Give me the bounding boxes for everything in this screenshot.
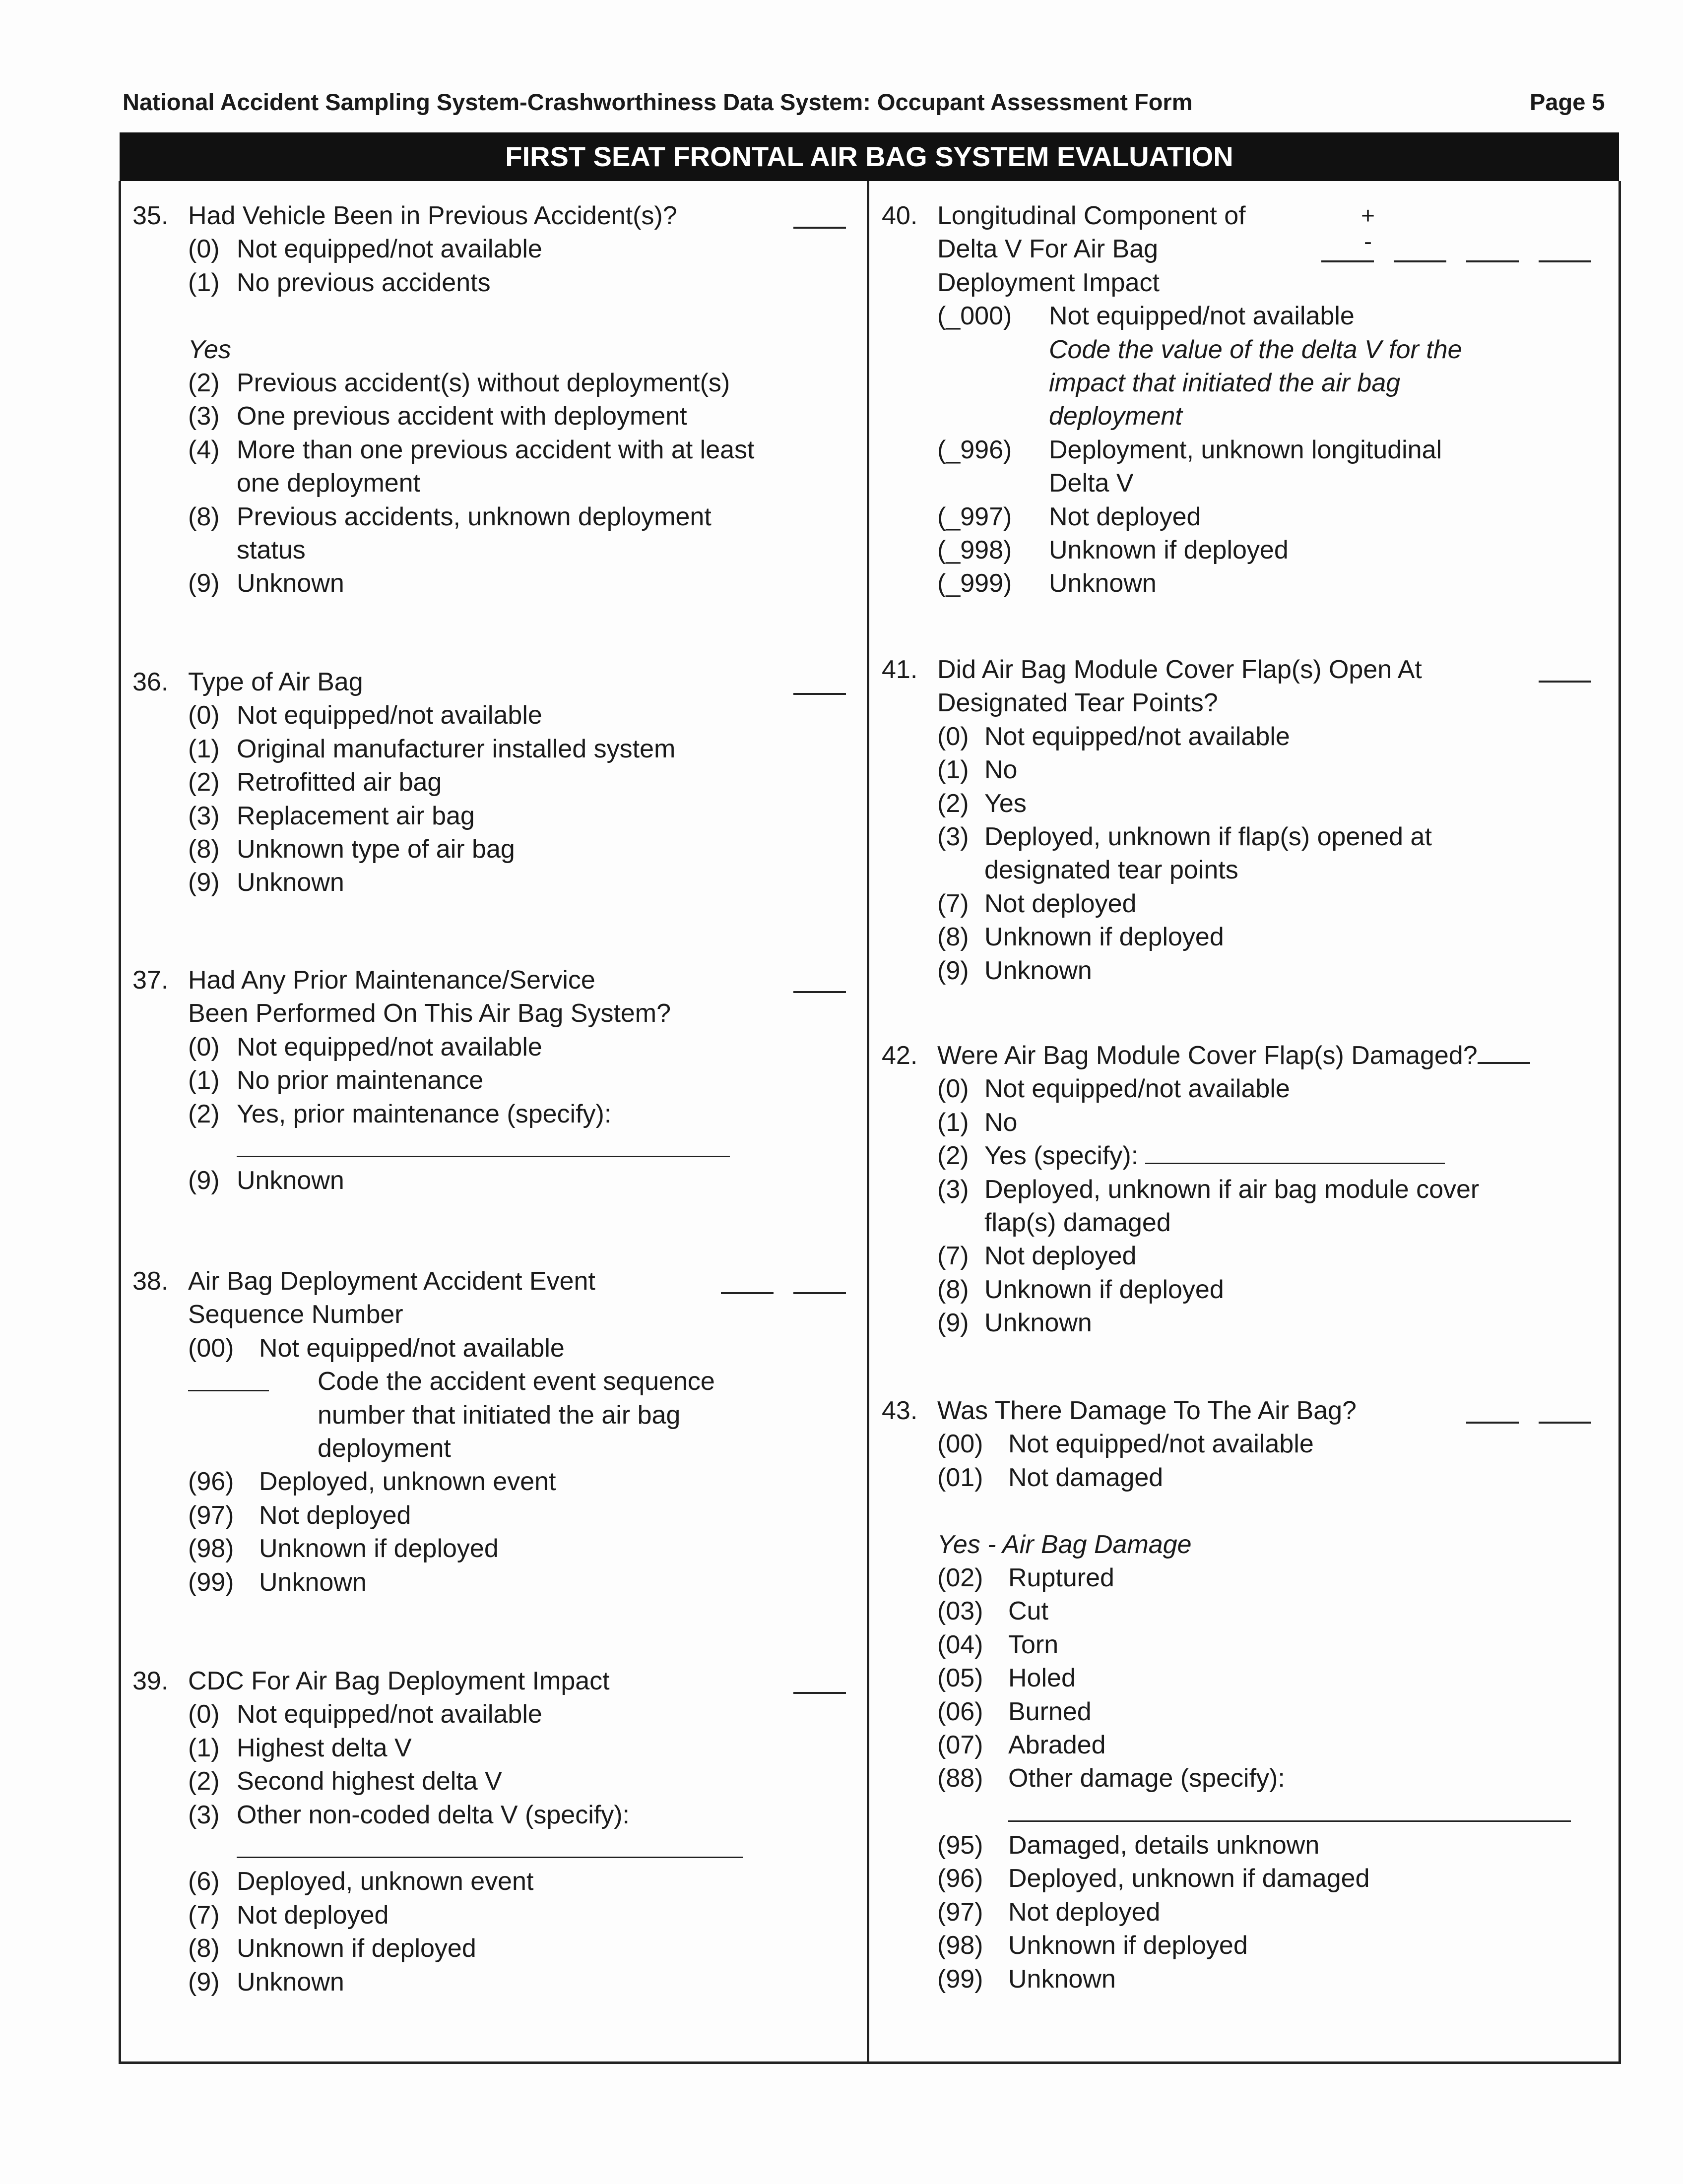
option-code: (02) [937,1563,983,1592]
option-code: (1) [188,1066,220,1095]
specify-field[interactable] [237,1857,743,1858]
question-42 [882,1039,1591,1340]
option-text: Deployed, unknown if air bag module cover [984,1175,1480,1204]
option-text: Not deployed [984,889,1137,918]
instruction-text: deployment [318,1434,451,1463]
option-text: Unknown [1049,569,1157,598]
option-code: (98) [188,1534,234,1563]
option-text: Highest delta V [237,1733,412,1762]
option-text: Not equipped/not available [1008,1430,1314,1459]
question-content [188,1665,846,1999]
option-line[interactable] [937,1662,1591,1695]
option-text: Unknown [237,1166,344,1195]
question-36 [132,666,846,900]
question-number: 35. [132,201,169,230]
option-code: (0) [188,701,220,730]
option-text: Other non-coded delta V (specify): [237,1800,630,1829]
question-title-line [937,233,1591,266]
option-line[interactable] [188,1499,846,1532]
option-code: (06) [937,1697,983,1726]
option-line [188,1131,846,1164]
option-code: (6) [188,1867,220,1896]
question-title-line [937,1039,1591,1072]
minus-sign[interactable]: - [1364,229,1372,255]
section-banner: FIRST SEAT FRONTAL AIR BAG SYSTEM EVALUATION [120,132,1619,181]
question-title: Sequence Number [188,1300,403,1329]
option-text: Unknown [984,1309,1092,1338]
option-text: Holed [1008,1664,1076,1693]
option-code: (96) [937,1864,983,1893]
question-title: Had Any Prior Maintenance/Service [188,966,595,995]
option-line[interactable] [188,833,846,866]
option-line[interactable] [188,1064,846,1097]
option-line[interactable] [937,1762,1591,1795]
option-text: Not equipped/not available [237,701,542,730]
page-number: Page 5 [1530,89,1605,115]
option-text: Unknown [984,956,1092,985]
question-title-line [937,199,1591,233]
option-text: Not equipped/not available [259,1333,565,1363]
option-code: (_997) [937,502,1012,531]
option-text: More than one previous accident with at least [237,435,755,464]
option-text: No prior maintenance [237,1066,484,1095]
option-code: (3) [937,822,969,851]
option-text-continued: designated tear points [984,856,1238,885]
option-text: Unknown if deployed [984,1275,1224,1304]
question-title-line [188,1665,846,1698]
event-number-blank[interactable] [188,1390,269,1391]
question-title: Did Air Bag Module Cover Flap(s) Open At [937,655,1422,684]
question-title: Air Bag Deployment Accident Event [188,1267,595,1296]
option-line[interactable] [937,1173,1591,1206]
option-line [188,300,846,333]
option-text: Deployed, unknown event [259,1467,556,1497]
option-code: (9) [937,956,969,985]
specify-field[interactable] [237,1156,730,1157]
option-code: (_000) [937,302,1012,331]
option-line[interactable] [188,1698,846,1731]
question-title: CDC For Air Bag Deployment Impact [188,1667,610,1695]
option-text-continued: deployment [1049,402,1182,431]
option-line [188,333,846,367]
question-41 [882,653,1591,988]
question-number: 38. [132,1267,169,1296]
option-text: Torn [1008,1630,1059,1659]
question-title-line [937,1394,1591,1428]
option-code: (8) [937,1275,969,1304]
option-text-continued: one deployment [237,469,421,498]
option-text: Not deployed [259,1500,411,1530]
option-text: Not deployed [237,1900,389,1930]
instruction-text: number that initiated the air bag [318,1400,681,1430]
option-line[interactable] [188,1899,846,1932]
question-title-line [188,964,846,997]
column-divider [867,181,869,2064]
option-text: Ruptured [1008,1563,1114,1592]
option-line[interactable] [937,720,1591,753]
option-line [188,1432,846,1465]
option-line[interactable] [937,1273,1591,1307]
option-line[interactable] [188,800,846,833]
option-code: (1) [937,1108,969,1137]
option-text-continued: status [237,535,306,564]
option-line[interactable] [937,1139,1591,1173]
specify-field[interactable] [1008,1820,1571,1822]
option-line[interactable] [188,1332,846,1365]
option-line [937,367,1591,400]
option-line[interactable] [188,1799,846,1832]
option-line [188,1832,846,1865]
option-line[interactable] [937,1428,1591,1461]
option-line[interactable] [937,787,1591,820]
option-text: Unknown [237,569,344,598]
option-line[interactable] [188,699,846,732]
question-title: Been Performed On This Air Bag System? [188,999,671,1028]
option-code: (1) [937,755,969,785]
option-text: Not equipped/not available [984,1074,1290,1104]
option-line[interactable] [188,1966,846,1999]
option-text: Replacement air bag [237,801,475,830]
option-code: (99) [937,1964,983,1994]
question-content [188,199,846,601]
question-number: 36. [132,668,169,696]
option-line[interactable] [188,1164,846,1197]
option-line[interactable] [937,567,1591,600]
option-code: (2) [188,768,220,797]
option-line[interactable] [188,1098,846,1131]
option-code: (2) [937,789,969,818]
option-line[interactable] [937,820,1591,854]
option-line [188,1365,846,1398]
option-text: Not damaged [1008,1463,1164,1492]
option-code: (8) [188,502,220,531]
option-line[interactable] [188,367,846,400]
option-text: Not equipped/not available [237,1032,542,1061]
question-title: Longitudinal Component of [937,201,1246,230]
option-line [188,467,846,500]
option-line [937,1495,1591,1528]
option-code: (96) [188,1467,234,1497]
option-line [937,400,1591,433]
question-39 [132,1665,846,1999]
option-text: Deployed, unknown if flap(s) opened at [984,822,1432,851]
option-code: (99) [188,1567,234,1597]
option-line[interactable] [188,1031,846,1064]
question-title-line [937,266,1591,300]
option-line[interactable] [937,1240,1591,1273]
option-text: Other damage (specify): [1008,1764,1285,1793]
question-content [188,666,846,900]
instruction-text: Code the accident event sequence [318,1367,715,1396]
question-title: Was There Damage To The Air Bag? [937,1396,1357,1425]
option-code: (9) [188,569,220,598]
question-content [937,1394,1591,1996]
question-35 [132,199,846,601]
question-content [188,1265,846,1599]
option-line[interactable] [937,1829,1591,1862]
option-line [188,1399,846,1432]
option-text-continued: Delta V [1049,469,1134,498]
option-text: Not equipped/not available [237,235,542,264]
option-text: Cut [1008,1597,1048,1626]
option-text: Unknown [259,1567,367,1597]
question-content [937,1039,1591,1340]
question-title: Type of Air Bag [188,668,363,696]
option-code: (0) [188,1700,220,1729]
option-line[interactable] [937,921,1591,954]
question-38 [132,1265,846,1599]
option-line[interactable] [188,733,846,766]
option-line[interactable] [937,1729,1591,1762]
option-code: (00) [937,1430,983,1459]
option-line [937,1796,1591,1829]
option-code: (7) [937,889,969,918]
option-line[interactable] [188,1532,846,1565]
option-line[interactable] [937,1461,1591,1495]
option-code: (4) [188,435,220,464]
option-text: Not equipped/not available [984,722,1290,751]
option-code: (3) [937,1175,969,1204]
option-code: (98) [937,1931,983,1960]
question-number: 40. [882,201,918,230]
question-43 [882,1394,1591,1996]
question-title-line [188,1298,846,1331]
option-text: Damaged, details unknown [1008,1831,1320,1860]
option-line[interactable] [937,1307,1591,1340]
option-code: (8) [188,834,220,864]
option-code: (2) [188,1767,220,1796]
option-text: Second highest delta V [237,1767,502,1796]
option-text: Not equipped/not available [1049,302,1355,331]
question-content [937,653,1591,988]
question-content [937,199,1591,601]
option-text: Original manufacturer installed system [237,734,676,763]
option-line[interactable] [937,1963,1591,1996]
option-text: Deployed, unknown if damaged [1008,1864,1370,1893]
option-code: (2) [937,1141,969,1171]
option-code: (2) [188,1099,220,1128]
option-line[interactable] [937,1072,1591,1106]
question-title-line [188,997,846,1030]
option-line [937,1528,1591,1561]
question-number: 42. [882,1041,918,1070]
option-line[interactable] [188,1765,846,1798]
option-line[interactable] [188,1465,846,1498]
question-title-line [937,686,1591,720]
option-line[interactable] [188,1865,846,1898]
option-line[interactable] [937,534,1591,567]
question-content [188,964,846,1198]
option-text: Yes [984,789,1027,818]
option-text: Not deployed [1008,1897,1161,1927]
option-line[interactable] [188,233,846,266]
option-code: (8) [937,923,969,952]
option-line[interactable] [937,1929,1591,1962]
question-title: Were Air Bag Module Cover Flap(s) Damaged? [937,1041,1478,1070]
form-title: National Accident Sampling System-Crashworthiness Data System: Occupant Assessment Form [123,89,1193,115]
question-title: Had Vehicle Been in Previous Accident(s)? [188,201,677,230]
option-code: (_998) [937,535,1012,564]
option-text: Not deployed [984,1242,1137,1271]
option-text: Deployed, unknown event [237,1867,534,1896]
option-text: Unknown [237,868,344,897]
option-text: Not equipped/not available [237,1700,542,1729]
option-line[interactable] [937,1595,1591,1628]
option-text: Abraded [1008,1730,1106,1759]
option-line[interactable] [937,887,1591,921]
subheading: Yes - Air Bag Damage [937,1530,1192,1559]
option-line[interactable] [188,1932,846,1965]
option-code: (88) [937,1764,983,1793]
option-text: One previous accident with deployment [237,402,687,431]
question-40 [882,199,1591,601]
option-line [937,467,1591,500]
subheading: Yes [188,335,231,364]
option-code: (95) [937,1831,983,1860]
option-text: Previous accident(s) without deployment(s) [237,368,730,397]
option-code: (04) [937,1630,983,1659]
option-text: Not deployed [1049,502,1201,531]
option-code: (0) [188,235,220,264]
option-text: No [984,755,1018,785]
option-line[interactable] [188,1732,846,1765]
option-line [188,534,846,567]
option-text: Unknown if deployed [1049,535,1289,564]
question-number: 43. [882,1396,918,1425]
option-text: Burned [1008,1697,1092,1726]
option-line[interactable] [188,434,846,467]
option-code: (00) [188,1333,234,1363]
option-text-continued: impact that initiated the air bag [1049,368,1401,397]
option-line[interactable] [937,1561,1591,1595]
option-line[interactable] [188,766,846,799]
option-code: (_999) [937,569,1012,598]
option-text: Unknown if deployed [237,1934,476,1963]
option-code: (97) [937,1897,983,1927]
option-code: (9) [188,1967,220,1997]
option-code: (9) [188,1166,220,1195]
option-text: Unknown if deployed [984,923,1224,952]
specify-field[interactable] [1145,1163,1445,1164]
option-text-continued: flap(s) damaged [984,1208,1171,1237]
question-number: 41. [882,655,918,684]
option-text: Unknown type of air bag [237,834,515,864]
option-text: No [984,1108,1018,1137]
option-code: (07) [937,1730,983,1759]
question-title: Deployment Impact [937,268,1160,297]
option-code: (7) [937,1242,969,1271]
option-text: Yes, prior maintenance (specify): [237,1099,612,1128]
option-code: (1) [188,1733,220,1762]
option-code: (0) [188,1032,220,1061]
option-code: (9) [188,868,220,897]
option-line[interactable] [188,266,846,300]
option-code: (3) [188,1800,220,1829]
option-code: (97) [188,1500,234,1530]
option-line[interactable] [188,567,846,600]
question-37 [132,964,846,1198]
option-line[interactable] [937,753,1591,787]
option-text: Unknown [1008,1964,1116,1994]
option-code: (0) [937,722,969,751]
option-line[interactable] [937,1896,1591,1929]
option-line[interactable] [937,1862,1591,1895]
option-code: (8) [188,1934,220,1963]
option-text: Unknown if deployed [259,1534,499,1563]
option-text-continued: Code the value of the delta V for the [1049,335,1462,364]
option-text: Yes (specify): [984,1141,1139,1171]
option-code: (2) [188,368,220,397]
option-code: (03) [937,1597,983,1626]
option-line [937,1206,1591,1240]
option-text: Deployment, unknown longitudinal [1049,435,1442,464]
option-text: Unknown [237,1967,344,1997]
option-line [937,854,1591,887]
option-line[interactable] [937,500,1591,534]
option-line[interactable] [188,866,846,899]
option-code: (05) [937,1664,983,1693]
answer-blank[interactable] [1478,1062,1530,1064]
option-code: (1) [188,268,220,297]
question-title-line [188,666,846,699]
question-title-line [188,1265,846,1298]
option-code: (3) [188,402,220,431]
option-line[interactable] [937,1628,1591,1662]
plus-sign[interactable]: + [1361,203,1375,229]
option-code: (1) [188,734,220,763]
question-title: Delta V For Air Bag [937,235,1159,264]
option-text: Previous accidents, unknown deployment [237,502,712,531]
question-number: 37. [132,966,169,995]
option-line[interactable] [188,500,846,534]
option-line[interactable] [937,1695,1591,1729]
option-text: No previous accidents [237,268,491,297]
option-line[interactable] [937,300,1591,333]
question-title-line [188,199,846,233]
option-line[interactable] [188,1566,846,1599]
option-code: (9) [937,1309,969,1338]
option-code: (7) [188,1900,220,1930]
option-text: Unknown if deployed [1008,1931,1248,1960]
option-line[interactable] [937,1106,1591,1139]
option-code: (_996) [937,435,1012,464]
option-line [937,333,1591,367]
question-number: 39. [132,1667,169,1695]
option-line[interactable] [937,954,1591,988]
question-title-line [937,653,1591,686]
option-line[interactable] [188,400,846,433]
option-code: (0) [937,1074,969,1104]
option-code: (3) [188,801,220,830]
option-line[interactable] [937,434,1591,467]
option-text: Retrofitted air bag [237,768,442,797]
option-code: (01) [937,1463,983,1492]
question-title: Designated Tear Points? [937,688,1218,718]
